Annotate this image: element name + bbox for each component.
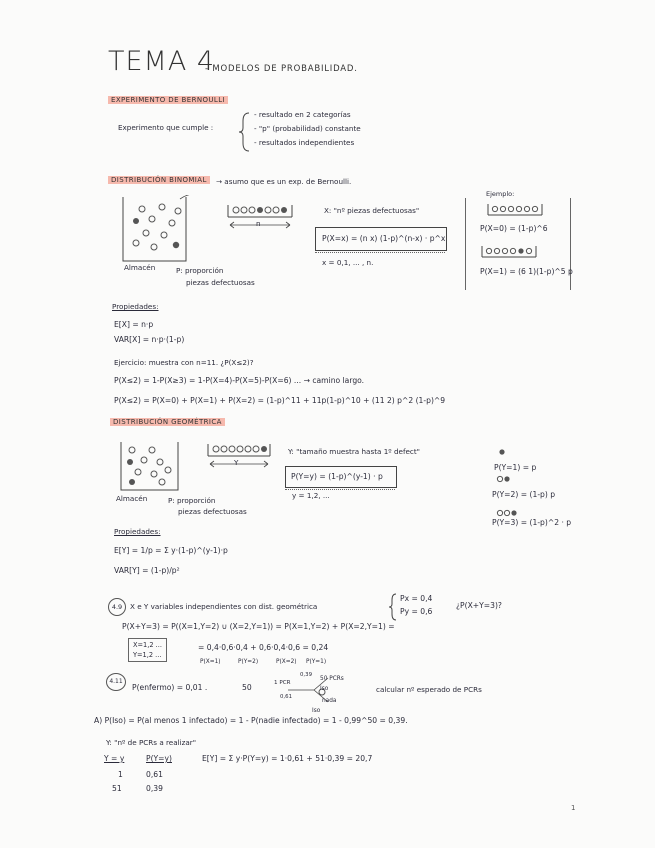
curly-brace-icon bbox=[388, 593, 398, 621]
y-definition: Y: "tamaño muestra hasta 1º defect" bbox=[288, 447, 420, 456]
ex49-line-1: P(X+Y=3) = P((X=1,Y=2) ∪ (X=2,Y=1)) = P(X=1,Y=2) + P(X=2,Y=1) = bbox=[122, 622, 395, 631]
exercise-line-2: P(X≤2) = P(X=0) + P(X=1) + P(X=2) = (1-p)^11 + 11p(1-p)^10 + (11 2) p^2 (1-p)^9 bbox=[114, 396, 446, 405]
table-header-p: P(Y=y) bbox=[146, 754, 172, 763]
tree-iso: Iso bbox=[320, 686, 329, 692]
exercise-number-badge: 4.11 bbox=[106, 673, 126, 691]
ex411-statement: P(enfermo) = 0,01 . bbox=[132, 683, 208, 692]
page-number: 1 bbox=[571, 804, 576, 812]
ex49-under-3: P(X=2) bbox=[276, 659, 297, 665]
geometric-support: y = 1,2, ... bbox=[292, 491, 330, 500]
table-header-y: Y = y bbox=[104, 754, 125, 763]
proportion-label: P: proporción bbox=[176, 266, 224, 275]
ex411-y-def: Y: "nº de PCRs a realizar" bbox=[106, 738, 197, 747]
ex49-under-4: P(Y=1) bbox=[306, 659, 327, 665]
geometric-heading: DISTRIBUCIÓN GEOMÉTRICA bbox=[110, 418, 225, 426]
tree-nada: nada bbox=[322, 698, 337, 704]
ex49-param-y: Py = 0,6 bbox=[400, 607, 433, 616]
tree-prob-down: 0,61 bbox=[280, 694, 293, 700]
geometric-prop-variance: VAR[Y] = (1-p)/p² bbox=[114, 566, 180, 575]
geometric-side-3: P(Y=3) = (1-p)^2 · p bbox=[492, 518, 572, 527]
ex411-expectation: E[Y] = Σ y·P(Y=y) = 1·0,61 + 51·0,39 = 20,7 bbox=[202, 754, 373, 763]
geometric-formula: P(Y=y) = (1-p)^(y-1) · p bbox=[291, 472, 383, 481]
ex49-box-x: X=1,2 ... bbox=[133, 641, 162, 649]
binomial-formula: P(X=x) = (n x) (1-p)^(n-x) · p^x bbox=[322, 234, 446, 243]
tree-iso-bar: Iso bbox=[312, 708, 321, 714]
ex411-part-a: A) P(Iso) = P(al menos 1 infectado) = 1 - P(nadie infectado) = 1 - 0,99^50 = 0,39. bbox=[94, 716, 408, 725]
ex49-question: ¿P(X+Y=3)? bbox=[456, 601, 502, 610]
geometric-side-1: P(Y=1) = p bbox=[494, 463, 537, 472]
example-sample-icon-2 bbox=[480, 245, 540, 259]
page-subtitle: - MODELOS DE PROBABILIDAD. bbox=[205, 64, 358, 74]
binomial-heading-note: → asumo que es un exp. de Bernoulli. bbox=[216, 177, 352, 186]
ex411-goal: calcular nº esperado de PCRs bbox=[376, 685, 482, 694]
table-row-1-y: 1 bbox=[118, 770, 123, 779]
sample-icon bbox=[226, 203, 294, 233]
example-label: Ejemplo: bbox=[486, 190, 515, 198]
tree-1pcr: 1 PCR bbox=[274, 680, 291, 686]
prop-variance: VAR[X] = n·p·(1-p) bbox=[114, 335, 185, 344]
ex49-support-box bbox=[128, 638, 167, 662]
ex49-statement: X e Y variables independientes con dist. geométrica bbox=[130, 602, 318, 611]
ex49-box-y: Y=1,2 ... bbox=[133, 651, 162, 659]
geometric-proportion-label-2: piezas defectuosas bbox=[178, 507, 247, 516]
binomial-heading: DISTRIBUCIÓN BINOMIAL bbox=[108, 176, 210, 184]
bernoulli-intro: Experimento que cumple : bbox=[118, 123, 214, 132]
bernoulli-item: - resultados independientes bbox=[254, 138, 355, 147]
example-1: P(X=0) = (1-p)^6 bbox=[480, 224, 548, 233]
example-sample-icon bbox=[486, 203, 546, 217]
warehouse-label: Almacén bbox=[124, 263, 156, 272]
table-row-1-p: 0,61 bbox=[146, 770, 163, 779]
geometric-side-2: P(Y=2) = (1-p) p bbox=[492, 490, 556, 499]
tree-50pcrs: 50 PCRs bbox=[320, 676, 344, 682]
exercise-line-1: P(X≤2) = 1-P(X≥3) = 1-P(X=4)-P(X=5)-P(X=6) ... → camino largo. bbox=[114, 376, 365, 385]
ex49-under-1: P(X=1) bbox=[200, 659, 221, 665]
page-title: TEMA 4 bbox=[108, 46, 216, 77]
exercise-number-badge: 4.9 bbox=[108, 598, 126, 616]
ex411-n: 50 bbox=[242, 683, 252, 692]
geometric-prop-expectation: E[Y] = 1/p = Σ y·(1-p)^(y-1)·p bbox=[114, 546, 228, 555]
sample-size-label: n bbox=[256, 219, 261, 228]
geometric-sample-icon bbox=[206, 442, 272, 472]
x-definition: X: "nº piezas defectuosas" bbox=[324, 206, 420, 215]
geometric-props-heading: Propiedades: bbox=[114, 527, 161, 536]
bernoulli-item: - "p" (probabilidad) constante bbox=[254, 124, 361, 133]
example-2: P(X=1) = (6 1)(1-p)^5 p bbox=[480, 267, 573, 276]
proportion-label-2: piezas defectuosas bbox=[186, 278, 255, 287]
exercise-statement: Ejercicio: muestra con n=11. ¿P(X≤2)? bbox=[114, 358, 254, 367]
ex49-line-2: = 0,4·0,6·0,4 + 0,6·0,4·0,6 = 0,24 bbox=[198, 643, 329, 652]
tree-prob-up: 0,39 bbox=[300, 672, 313, 678]
curly-brace-icon bbox=[238, 111, 252, 153]
bernoulli-item: - resultado en 2 categorías bbox=[254, 110, 351, 119]
bernoulli-heading: EXPERIMENTO DE BERNOULLI bbox=[108, 96, 228, 104]
geometric-sample-label: Y bbox=[234, 458, 239, 467]
geometric-side-dots-icon bbox=[496, 448, 526, 520]
ex49-under-2: P(Y=2) bbox=[238, 659, 259, 665]
props-heading: Propiedades: bbox=[112, 302, 159, 311]
binomial-support: x = 0,1, ... , n. bbox=[322, 258, 374, 267]
geometric-warehouse-label: Almacén bbox=[116, 494, 148, 503]
ex49-param-x: Px = 0,4 bbox=[400, 594, 433, 603]
table-row-2-y: 51 bbox=[112, 784, 122, 793]
geometric-proportion-label: P: proporción bbox=[168, 496, 216, 505]
prop-expectation: E[X] = n·p bbox=[114, 320, 154, 329]
geometric-warehouse-icon bbox=[118, 440, 190, 496]
table-row-2-p: 0,39 bbox=[146, 784, 163, 793]
